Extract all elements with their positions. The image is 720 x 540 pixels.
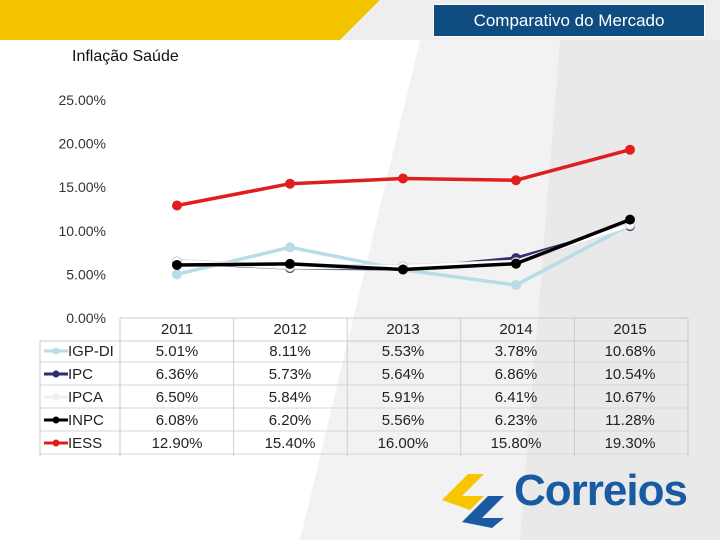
correios-logo-text: Correios — [514, 466, 687, 515]
table-cell: 5.84% — [268, 389, 312, 406]
legend-key-marker — [53, 371, 60, 378]
table-cell: 16.00% — [377, 435, 429, 452]
y-tick-label: 0.00% — [66, 310, 106, 326]
table-cell: 15.80% — [490, 435, 542, 452]
table-cell: 6.23% — [494, 412, 538, 429]
data-point-inpc — [173, 260, 182, 269]
legend-key-marker — [53, 394, 60, 401]
table-cell: 6.20% — [268, 412, 312, 429]
table-cell: 6.41% — [494, 389, 538, 406]
header-title: Comparativo do Mercado — [433, 4, 705, 37]
table-cell: 5.01% — [155, 343, 199, 360]
table-cell: 12.90% — [151, 435, 203, 452]
y-tick-label: 15.00% — [58, 179, 106, 196]
table-cell: 5.73% — [268, 366, 312, 383]
table-cell: 6.36% — [155, 366, 199, 383]
table-header-2012: 2012 — [273, 321, 307, 338]
legend-label-ipca: IPCA — [68, 389, 104, 406]
table-header-2011: 2011 — [160, 321, 194, 338]
data-point-inpc — [512, 259, 521, 268]
table-cell: 15.40% — [264, 435, 316, 452]
data-point-inpc — [626, 215, 635, 224]
table-header-2015: 2015 — [613, 321, 647, 338]
legend-key-marker — [53, 440, 60, 447]
data-point-inpc — [286, 259, 295, 268]
legend-label-ipc: IPC — [68, 366, 94, 383]
table-cell: 11.28% — [605, 412, 655, 429]
data-point-iess — [399, 174, 408, 183]
table-cell: 10.54% — [604, 366, 656, 383]
y-tick-label: 20.00% — [58, 135, 106, 152]
y-tick-label: 25.00% — [58, 92, 106, 108]
data-point-igp-di — [512, 281, 521, 290]
chart-title: Inflação Saúde — [72, 48, 179, 65]
data-point-igp-di — [286, 243, 295, 252]
table-cell: 8.11% — [269, 343, 311, 360]
table-cell: 5.53% — [381, 343, 425, 360]
table-cell: 10.67% — [604, 389, 656, 406]
data-point-iess — [286, 179, 295, 188]
y-tick-label: 10.00% — [58, 222, 106, 239]
data-point-iess — [512, 176, 521, 185]
legend-label-iess: IESS — [68, 435, 103, 452]
table-cell: 5.91% — [381, 389, 425, 406]
table-cell: 3.78% — [494, 343, 538, 360]
data-point-iess — [173, 201, 182, 210]
legend-label-inpc: INPC — [68, 412, 104, 429]
table-cell: 6.50% — [155, 389, 199, 406]
table-cell: 6.86% — [494, 366, 538, 383]
legend-key-marker — [53, 348, 60, 355]
legend-key-marker — [53, 417, 60, 424]
y-tick-label: 5.00% — [66, 266, 106, 283]
table-cell: 10.68% — [604, 343, 656, 360]
data-point-inpc — [399, 265, 408, 274]
legend-label-igp-di: IGP-DI — [68, 343, 114, 360]
table-cell: 19.30% — [604, 435, 656, 452]
table-header-2014: 2014 — [499, 321, 533, 338]
data-point-iess — [626, 145, 635, 154]
data-point-igp-di — [173, 270, 182, 279]
table-cell: 5.64% — [381, 366, 425, 383]
table-cell: 6.08% — [155, 412, 199, 429]
table-header-2013: 2013 — [386, 321, 420, 338]
series-line-igp-di — [177, 225, 630, 285]
table-cell: 5.56% — [381, 412, 425, 429]
